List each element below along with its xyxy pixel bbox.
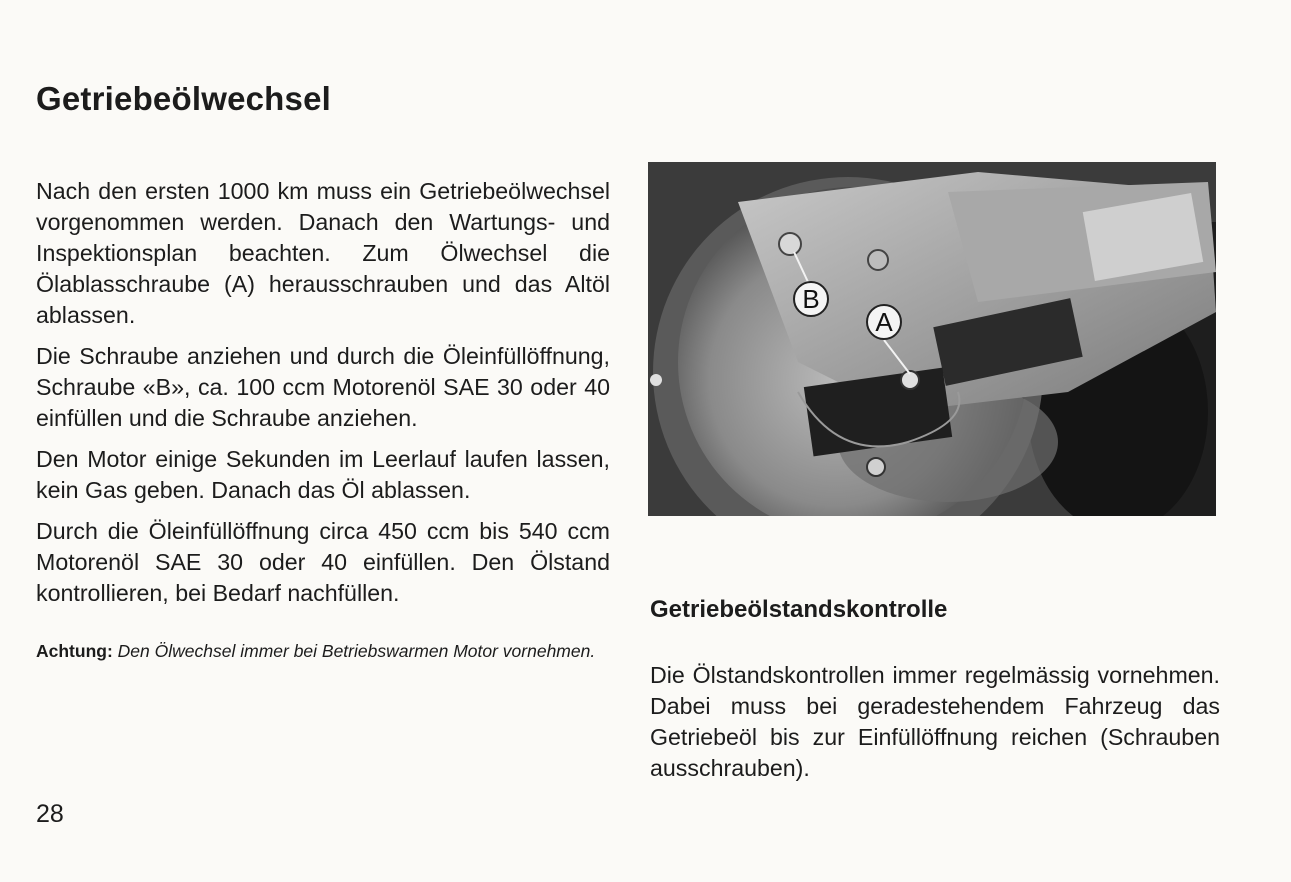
paragraph-fill-screw: Die Schraube anziehen und durch die Öleinfüllöffnung, Schraube «B», ca. 100 ccm Motorenöl SAE 30 oder 40 einfüllen und die Schraube anziehen. (36, 343, 610, 431)
warning-note (36, 639, 610, 663)
photo-label-b: B (802, 284, 820, 314)
photo-label-a: A (875, 307, 893, 337)
page-number: 28 (36, 800, 64, 828)
note-label: Achtung: (36, 641, 113, 661)
paragraph-fill-amount: Durch die Öleinfüllöffnung circa 450 ccm bis 540 ccm Motorenöl SAE 30 oder 40 einfüllen. Den Ölstand kontrollieren, bei Bedarf nachfüllen. (36, 518, 610, 606)
gearbox-photo (648, 162, 1216, 516)
note-text: Den Ölwechsel immer bei Betriebswarmen Motor vornehmen. (117, 641, 596, 661)
subtitle-oil-level-check: Getriebeölstandskontrolle (650, 596, 948, 623)
paragraph-oil-level: Die Ölstandskontrollen immer regelmässig vornehmen. Dabei muss bei geradestehendem Fahrzeug das Getriebeöl bis zur Einfüllöffnung reichen (Schrauben ausschrauben). (650, 662, 1220, 781)
paragraph-idle-run: Den Motor einige Sekunden im Leerlauf laufen lassen, kein Gas geben. Danach das Öl ablassen. (36, 446, 610, 503)
left-column (36, 176, 610, 663)
page-title: Getriebeölwechsel (36, 80, 332, 117)
paragraph-oil-change-intro: Nach den ersten 1000 km muss ein Getriebeölwechsel vorgenommen werden. Danach den Wartungs- und Inspektionsplan beachten. Zum Ölwechsel die Ölablasschraube (A) herausschrauben und das Altöl ablassen. (36, 178, 610, 328)
right-column (650, 660, 1220, 784)
